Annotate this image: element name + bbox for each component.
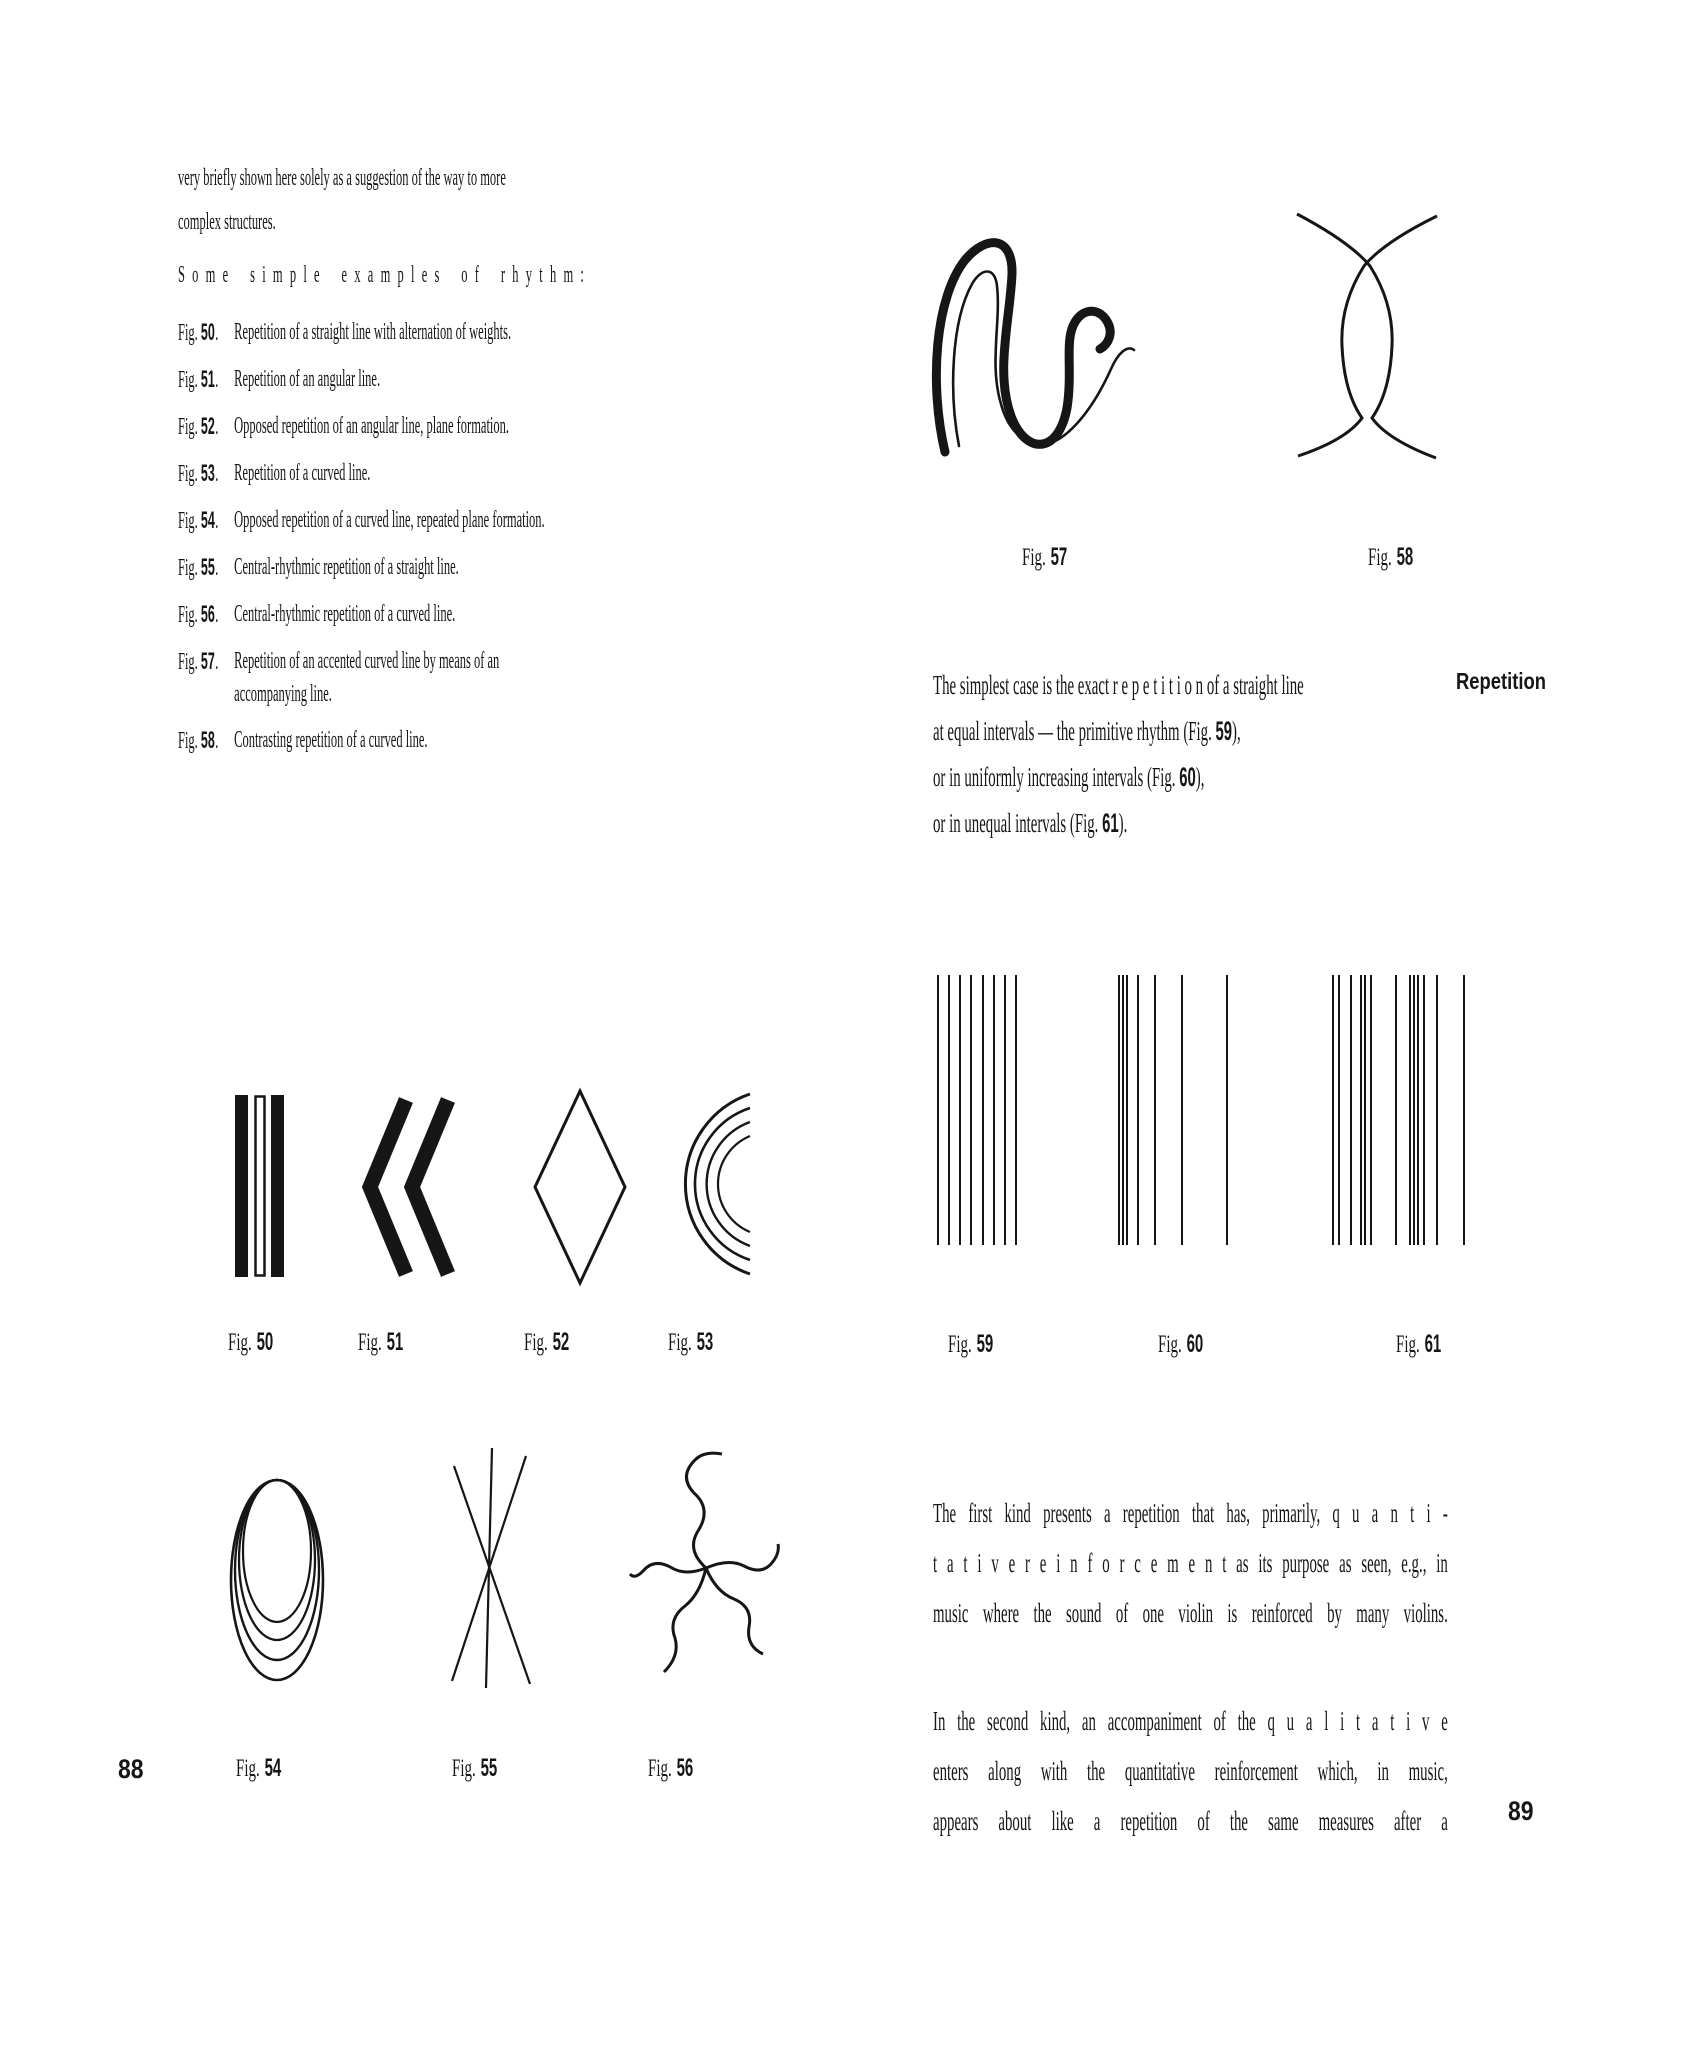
vertical-line (1015, 975, 1017, 1245)
rhythm-heading: Some simple examples of rhythm: (178, 262, 592, 288)
crossing-curve (1298, 216, 1437, 456)
vertical-line (1417, 975, 1419, 1245)
light-bar (256, 1097, 265, 1276)
text-line: complex structures. (178, 209, 276, 235)
vertical-line (1409, 975, 1411, 1245)
figure-61-drawing (1332, 975, 1465, 1245)
list-item-text: Repetition of a curved line. (234, 460, 371, 486)
list-item-fig53: Fig. 53. Repetition of a curved line. (178, 457, 584, 491)
caption-fig60: Fig. 60 (1158, 1330, 1204, 1358)
vertical-line (1118, 975, 1120, 1245)
list-item-fig50: Fig. 50. Repetition of a straight line with alternation of weights. (178, 316, 584, 350)
figure-60-drawing (1118, 975, 1228, 1245)
caption-fig54: Fig. 54 (236, 1754, 282, 1782)
page-number-left: 88 (118, 1754, 144, 1784)
vertical-line (1154, 975, 1156, 1245)
vertical-line (1122, 975, 1124, 1245)
text-line: or in unequal intervals (Fig. 61). (933, 808, 1128, 838)
figure-58-drawing (1292, 196, 1444, 462)
text-line: In the second kind, an accompaniment of the q u a l i t a t i v e (933, 1706, 1448, 1736)
list-item-text: Central-rhythmic repetition of a straight line. (234, 554, 459, 580)
crossing-curve (1297, 214, 1436, 458)
vertical-line (1436, 975, 1438, 1245)
caption-fig58: Fig. 58 (1368, 543, 1414, 571)
figure-59-drawing (937, 975, 1017, 1245)
caption-fig61: Fig. 61 (1396, 1330, 1442, 1358)
vertical-line (1360, 975, 1362, 1245)
wavy-arm (664, 1568, 706, 1672)
list-item-fig56: Fig. 56. Central-rhythmic repetition of a curved line. (178, 598, 584, 632)
first-kind-paragraph (933, 1488, 1448, 1638)
vertical-line (1332, 975, 1334, 1245)
chevron (370, 1100, 406, 1274)
caption-fig59: Fig. 59 (948, 1330, 994, 1358)
list-item-fig58: Fig. 58. Contrasting repetition of a curved line. (178, 724, 584, 758)
list-item-text: Repetition of a straight line with alternation of weights. (234, 319, 512, 345)
repetition-paragraph (933, 662, 1461, 846)
vertical-line (1364, 975, 1366, 1245)
vertical-line (1395, 975, 1397, 1245)
caption-fig57: Fig. 57 (1022, 543, 1068, 571)
caption-fig56: Fig. 56 (648, 1754, 694, 1782)
text-line: enters along with the quantitative reinforcement which, in music, (933, 1756, 1448, 1786)
text-line: at equal intervals — the primitive rhythm (Fig. 59), (933, 716, 1241, 746)
ellipse (243, 1480, 311, 1622)
list-item-text: Central-rhythmic repetition of a curved line. (234, 601, 456, 627)
arc (707, 1122, 750, 1246)
vertical-line (993, 975, 995, 1245)
vertical-line (1181, 975, 1183, 1245)
wavy-arm (686, 1453, 722, 1568)
figure-53-drawing (680, 1090, 752, 1278)
vertical-line (1126, 975, 1128, 1245)
list-item-fig51: Fig. 51. Repetition of an angular line. (178, 363, 584, 397)
list-item-fig55: Fig. 55. Central-rhythmic repetition of a straight line. (178, 551, 584, 585)
list-item-fig54: Fig. 54. Opposed repetition of a curved line, repeated plane formation. (178, 504, 584, 538)
caption-fig52: Fig. 52 (524, 1328, 570, 1356)
wavy-arm (630, 1563, 706, 1576)
crossing-line (454, 1466, 530, 1684)
arc (718, 1136, 750, 1232)
thick-bar (271, 1095, 284, 1277)
vertical-line (948, 975, 950, 1245)
left-text-block (178, 156, 592, 771)
caption-fig50: Fig. 50 (228, 1328, 274, 1356)
caption-fig55: Fig. 55 (452, 1754, 498, 1782)
figure-56-drawing (628, 1446, 780, 1691)
page-number-right: 89 (1508, 1796, 1534, 1826)
list-item-text: Repetition of an accented curved line by means of an accompanying line. (234, 648, 500, 707)
vertical-line (1137, 975, 1139, 1245)
caption-fig53: Fig. 53 (668, 1328, 714, 1356)
text-line: appears about like a repetition of the same measures after a (933, 1806, 1448, 1836)
caption-fig51: Fig. 51 (358, 1328, 404, 1356)
vertical-line (959, 975, 961, 1245)
text-line: or in uniformly increasing intervals (Fig. 60), (933, 762, 1205, 792)
figure-list (178, 316, 584, 758)
chevron (412, 1100, 448, 1274)
list-item-text: Contrasting repetition of a curved line. (234, 727, 428, 753)
margin-label-repetition: Repetition (1456, 668, 1546, 694)
vertical-line (1413, 975, 1415, 1245)
vertical-line (937, 975, 939, 1245)
list-item-fig52: Fig. 52. Opposed repetition of an angular line, plane formation. (178, 410, 584, 444)
figure-55-drawing (438, 1446, 538, 1691)
vertical-line (1226, 975, 1228, 1245)
vertical-line (1350, 975, 1352, 1245)
figure-50-drawing (234, 1093, 285, 1279)
text-line: t a t i v e r e i n f o r c e m e n t as its purpose as seen, e.g., in (933, 1548, 1448, 1578)
text-line: very briefly shown here solely as a suggestion of the way to more (178, 165, 506, 191)
accompanying-line (953, 272, 1134, 447)
vertical-line (1338, 975, 1340, 1245)
text-line: music where the sound of one violin is reinforced by many violins. (933, 1598, 1448, 1628)
thick-bar (235, 1095, 248, 1277)
vertical-line (970, 975, 972, 1245)
accented-curve (936, 243, 1110, 452)
figure-54-drawing (230, 1476, 325, 1686)
wavy-arm (706, 1568, 763, 1654)
list-item-text: Opposed repetition of a curved line, repeated plane formation. (234, 507, 545, 533)
text-line: The simplest case is the exact r e p e t i t i o n of a straight line (933, 670, 1304, 700)
vertical-line (1004, 975, 1006, 1245)
figure-57-drawing (915, 202, 1135, 474)
list-item-text: Opposed repetition of an angular line, plane formation. (234, 413, 509, 439)
vertical-line (1463, 975, 1465, 1245)
figure-52-drawing (532, 1088, 628, 1286)
figure-51-drawing (358, 1092, 454, 1282)
vertical-line (982, 975, 984, 1245)
text-line: The first kind presents a repetition that has, primarily, q u a n t i - (933, 1498, 1448, 1528)
wavy-arm (706, 1544, 778, 1570)
diamond-outline (535, 1091, 625, 1283)
list-item-text: Repetition of an angular line. (234, 366, 381, 392)
intro-paragraph (178, 156, 584, 244)
vertical-line (1370, 975, 1372, 1245)
list-item-fig57: Fig. 57. Repetition of an accented curved line by means of an accompanying line. (178, 645, 584, 711)
vertical-line (1423, 975, 1425, 1245)
second-kind-paragraph (933, 1696, 1448, 1846)
